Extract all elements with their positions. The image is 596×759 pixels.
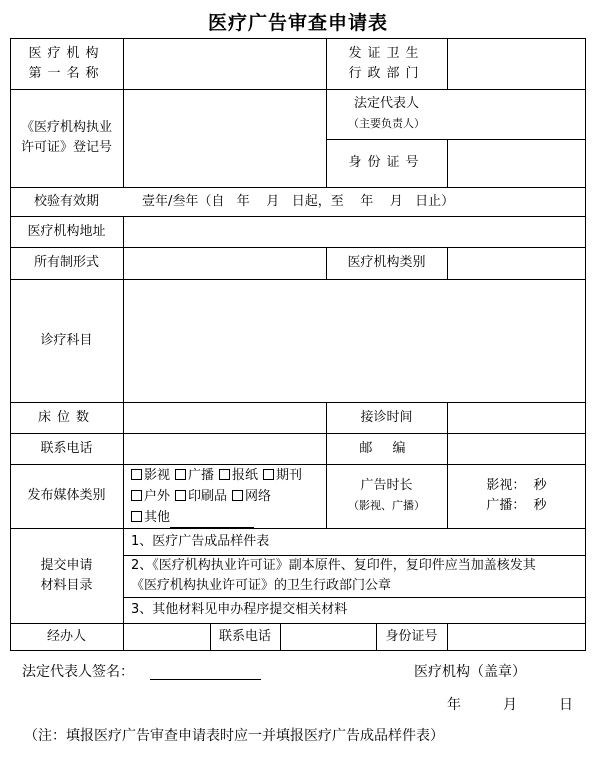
date-day-label: 日	[559, 697, 573, 713]
handler-field[interactable]	[124, 623, 210, 650]
checkbox-icon[interactable]	[232, 490, 243, 501]
media-option-newspaper[interactable]: 报纸	[219, 465, 258, 486]
checkbox-icon[interactable]	[219, 469, 230, 480]
ad-duration-label: 广告时长 （影视、广播）	[348, 478, 425, 512]
institution-type-label: 医疗机构类别	[347, 255, 426, 270]
institution-name-field[interactable]	[124, 38, 326, 89]
phone-field[interactable]	[124, 433, 326, 464]
ad-tv-seconds[interactable]: 影视： 秒	[486, 478, 547, 493]
media-option-tv[interactable]: 影视	[131, 465, 170, 486]
media-options	[131, 464, 326, 528]
ownership-label: 所有制形式	[33, 255, 99, 270]
form-title: 医疗广告审查申请表	[207, 12, 388, 34]
materials-item-1: 1、医疗广告成品样件表	[131, 533, 270, 549]
ad-radio-seconds[interactable]: 广播： 秒	[486, 498, 547, 513]
handler-phone-label: 联系电话	[218, 628, 271, 644]
handler-id-label: 身份证号	[385, 628, 438, 644]
institution-type-field[interactable]	[448, 247, 585, 279]
seal-label: 医疗机构（盖章）	[414, 664, 526, 680]
phone-label: 联系电话	[40, 440, 93, 456]
checkbox-icon[interactable]	[131, 469, 142, 480]
other-media-input[interactable]	[170, 513, 254, 528]
issuing-dept-field[interactable]	[448, 38, 585, 89]
address-field[interactable]	[124, 216, 585, 247]
visit-hours-label: 接诊时间	[360, 409, 413, 425]
visit-hours-field[interactable]	[448, 402, 585, 433]
beds-field[interactable]	[124, 402, 326, 433]
handler-phone-field[interactable]	[281, 623, 376, 650]
legal-rep-label: 法定代表人 （主要负责人）	[348, 96, 425, 130]
address-label: 医疗机构地址	[27, 223, 106, 239]
signature-line[interactable]	[150, 679, 261, 680]
id-number-label: 身份证号	[348, 155, 425, 170]
beds-label: 床位数	[37, 409, 95, 425]
media-option-outdoor[interactable]: 户外	[131, 486, 170, 507]
departments-label: 诊疗科目	[40, 332, 93, 348]
checkbox-icon[interactable]	[175, 490, 186, 501]
checkbox-icon[interactable]	[175, 469, 186, 480]
date-month-label: 月	[503, 697, 517, 713]
checkbox-icon[interactable]	[131, 511, 142, 522]
issuing-dept-label: 发证卫生 行政部门	[348, 45, 425, 81]
ownership-field[interactable]	[124, 247, 326, 279]
materials-item-3: 3、其他材料见申办程序提交相关材料	[131, 602, 348, 617]
materials-label: 提交申请 材料目录	[40, 557, 93, 593]
checkbox-icon[interactable]	[263, 469, 274, 480]
media-option-periodical[interactable]: 期刊	[263, 465, 302, 486]
legal-rep-field[interactable]	[448, 89, 585, 139]
footer-note: （注：填报医疗广告审查申请表时应一并填报医疗广告成品样件表）	[24, 728, 444, 744]
media-label: 发布媒体类别	[27, 488, 106, 503]
postcode-field[interactable]	[448, 433, 585, 464]
signature-label: 法定代表人签名：	[22, 664, 134, 680]
checkbox-icon[interactable]	[131, 490, 142, 501]
media-option-broadcast[interactable]: 广播	[175, 465, 214, 486]
institution-name-label: 医疗机构 第一名称	[28, 45, 105, 81]
id-number-field[interactable]	[448, 139, 585, 187]
postcode-label: 邮 编	[359, 440, 414, 456]
handler-id-field[interactable]	[448, 623, 585, 650]
date-year-label: 年	[447, 697, 461, 713]
validity-period-text[interactable]: 壹年/叁年（自 年 月 日起，至 年 月 日止）	[142, 193, 455, 209]
license-reg-field[interactable]	[124, 89, 326, 187]
ad-duration-values[interactable]	[448, 464, 585, 528]
handler-label: 经办人	[46, 628, 86, 644]
media-option-other[interactable]: 其他	[131, 507, 254, 528]
departments-field[interactable]	[124, 279, 585, 402]
media-option-print[interactable]: 印刷品	[175, 486, 227, 507]
media-option-internet[interactable]: 网络	[232, 486, 271, 507]
validity-label: 校验有效期	[33, 193, 99, 209]
materials-item-2: 2、《医疗机构执业许可证》副本原件、复印件，复印件应当加盖核发其 《医疗机构执业许可证》的卫生行政部门公章	[131, 558, 536, 593]
license-reg-label: 《医疗机构执业 许可证》登记号	[20, 120, 112, 155]
